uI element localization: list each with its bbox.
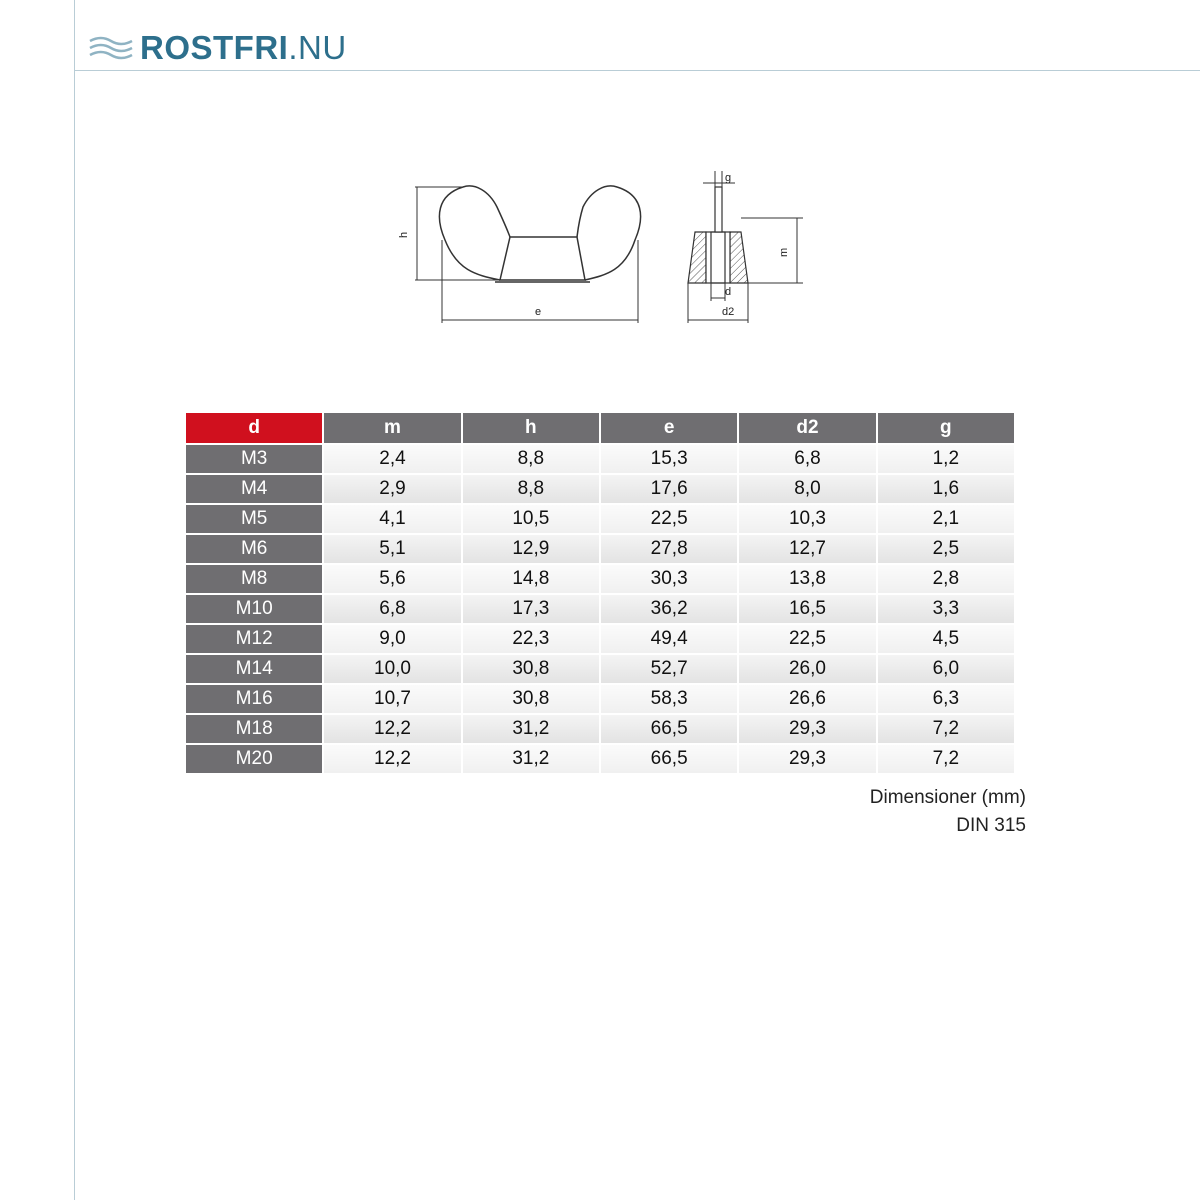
col-header-d: d [186, 413, 322, 443]
table-cell-m: 5,6 [324, 565, 460, 593]
header-divider [74, 70, 1200, 71]
row-size-label: M12 [186, 625, 322, 653]
table-row [186, 535, 1014, 563]
front-view [439, 186, 640, 282]
row-size-label: M10 [186, 595, 322, 623]
table-cell-g: 2,1 [878, 505, 1014, 533]
row-size-label: M18 [186, 715, 322, 743]
table-cell-d2: 6,8 [739, 445, 875, 473]
row-size-label: M4 [186, 475, 322, 503]
table-cell-m: 12,2 [324, 715, 460, 743]
table-row [186, 565, 1014, 593]
wing-nut-drawing [395, 165, 815, 335]
row-size-label: M6 [186, 535, 322, 563]
table-row [186, 655, 1014, 683]
table-row [186, 625, 1014, 653]
table-cell-e: 66,5 [601, 745, 737, 773]
table-cell-m: 6,8 [324, 595, 460, 623]
col-header-m: m [324, 413, 460, 443]
table-cell-d2: 8,0 [739, 475, 875, 503]
dim-h [415, 187, 500, 280]
table-cell-e: 49,4 [601, 625, 737, 653]
table-cell-h: 31,2 [463, 715, 599, 743]
table-header-row [186, 413, 1014, 443]
col-header-e: e [601, 413, 737, 443]
table-cell-d2: 10,3 [739, 505, 875, 533]
side-view [688, 187, 748, 283]
table-row [186, 505, 1014, 533]
row-size-label: M3 [186, 445, 322, 473]
table-cell-d2: 26,6 [739, 685, 875, 713]
row-size-label: M8 [186, 565, 322, 593]
left-guide-line [74, 0, 75, 1200]
table-cell-h: 30,8 [463, 685, 599, 713]
table-cell-e: 30,3 [601, 565, 737, 593]
table-cell-h: 14,8 [463, 565, 599, 593]
table-cell-d2: 12,7 [739, 535, 875, 563]
table-cell-m: 4,1 [324, 505, 460, 533]
table-cell-d2: 13,8 [739, 565, 875, 593]
wave-lines-icon [88, 33, 134, 63]
dim-m [741, 218, 803, 283]
caption-standard: DIN 315 [956, 815, 1026, 836]
table-cell-e: 36,2 [601, 595, 737, 623]
table-cell-m: 2,4 [324, 445, 460, 473]
table-cell-e: 22,5 [601, 505, 737, 533]
label-d: d [725, 286, 732, 298]
brand-logo[interactable] [88, 28, 347, 68]
label-m: m [778, 247, 790, 257]
col-header-h: h [463, 413, 599, 443]
brand-wordmark [140, 28, 347, 68]
table-cell-h: 31,2 [463, 745, 599, 773]
table-cell-g: 3,3 [878, 595, 1014, 623]
table-cell-e: 58,3 [601, 685, 737, 713]
table-cell-g: 2,5 [878, 535, 1014, 563]
table-cell-e: 52,7 [601, 655, 737, 683]
table-cell-d2: 29,3 [739, 745, 875, 773]
dim-d2 [688, 283, 748, 323]
table-cell-h: 8,8 [463, 445, 599, 473]
table-cell-m: 10,7 [324, 685, 460, 713]
dim-d [711, 283, 725, 301]
table-row [186, 715, 1014, 743]
table-caption [870, 784, 1026, 840]
brand-name: ROSTFRI [140, 29, 289, 66]
table-row [186, 745, 1014, 773]
table-cell-h: 17,3 [463, 595, 599, 623]
table-cell-m: 12,2 [324, 745, 460, 773]
table-cell-g: 6,3 [878, 685, 1014, 713]
table-cell-m: 5,1 [324, 535, 460, 563]
table-cell-e: 66,5 [601, 715, 737, 743]
table-cell-h: 30,8 [463, 655, 599, 683]
table-cell-g: 4,5 [878, 625, 1014, 653]
row-size-label: M5 [186, 505, 322, 533]
table-cell-d2: 22,5 [739, 625, 875, 653]
row-size-label: M20 [186, 745, 322, 773]
dimension-table [184, 411, 1016, 775]
table-cell-h: 12,9 [463, 535, 599, 563]
row-size-label: M16 [186, 685, 322, 713]
table-cell-g: 2,8 [878, 565, 1014, 593]
table-cell-d2: 29,3 [739, 715, 875, 743]
table-body [186, 445, 1014, 773]
table-row [186, 595, 1014, 623]
col-header-d2: d2 [739, 413, 875, 443]
table-cell-h: 8,8 [463, 475, 599, 503]
table-cell-e: 15,3 [601, 445, 737, 473]
table-cell-g: 7,2 [878, 715, 1014, 743]
table-cell-g: 1,6 [878, 475, 1014, 503]
label-g: g [725, 172, 732, 184]
table-cell-h: 10,5 [463, 505, 599, 533]
table-row [186, 685, 1014, 713]
table-cell-d2: 26,0 [739, 655, 875, 683]
table-cell-g: 7,2 [878, 745, 1014, 773]
row-size-label: M14 [186, 655, 322, 683]
table-cell-g: 6,0 [878, 655, 1014, 683]
brand-suffix: .NU [288, 29, 347, 66]
table-row [186, 475, 1014, 503]
table-cell-d2: 16,5 [739, 595, 875, 623]
caption-units: Dimensioner (mm) [869, 787, 1026, 808]
table-cell-m: 2,9 [324, 475, 460, 503]
table-cell-e: 17,6 [601, 475, 737, 503]
label-e: e [535, 306, 542, 318]
col-header-g: g [878, 413, 1014, 443]
table-row [186, 445, 1014, 473]
table-cell-e: 27,8 [601, 535, 737, 563]
table-cell-h: 22,3 [463, 625, 599, 653]
label-h: h [398, 231, 410, 238]
label-d2: d2 [722, 306, 735, 318]
table-cell-g: 1,2 [878, 445, 1014, 473]
table-cell-m: 10,0 [324, 655, 460, 683]
table-cell-m: 9,0 [324, 625, 460, 653]
